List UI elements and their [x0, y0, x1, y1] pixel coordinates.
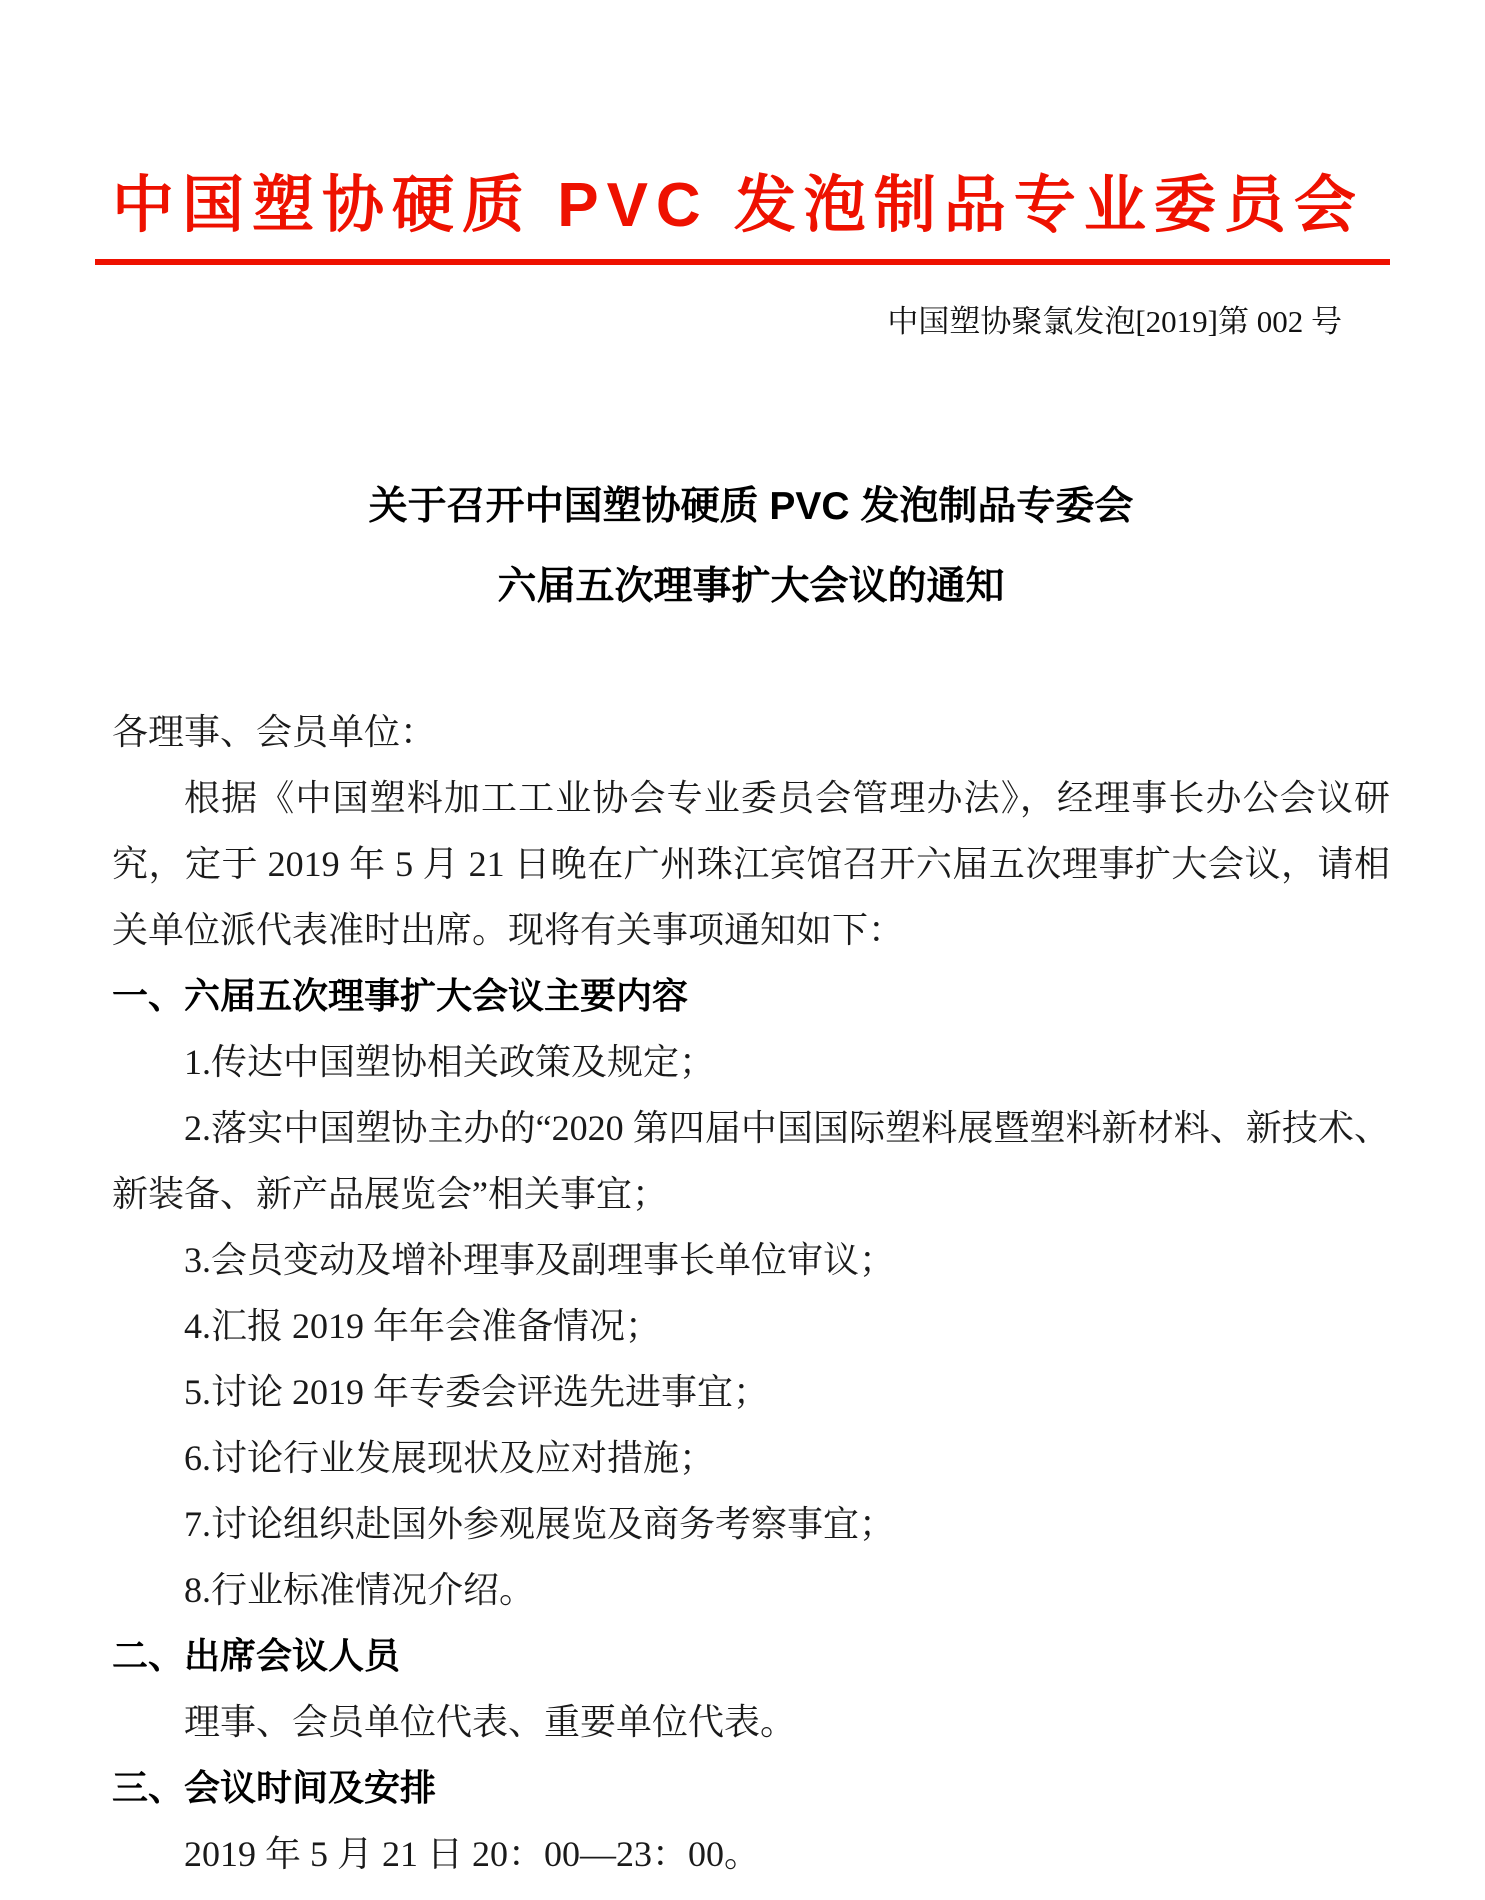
section-1-item-8: 8.行业标准情况介绍。 [184, 1570, 536, 1610]
section-1-item-1: 1.传达中国塑协相关政策及规定； [184, 1042, 716, 1082]
section-1-item-6: 6.讨论行业发展现状及应对措施； [184, 1438, 716, 1478]
section-heading-2: 二、出席会议人员 [112, 1636, 401, 1676]
section-heading-1: 一、六届五次理事扩大会议主要内容 [112, 976, 689, 1016]
sections [112, 963, 1390, 1887]
letterhead-title: 中国塑协硬质 PVC 发泡制品专业委员会 [112, 171, 1364, 240]
salutation: 各理事、会员单位： [112, 712, 437, 752]
intro-paragraph: 根据《中国塑料加工工业协会专业委员会管理办法》，经理事长办公会议研究，定于 2019 年 5 月 21 日晚在广州珠江宾馆召开六届五次理事扩大会议，请相关单位派代表准时出席。现将有关事项通知如下： [112, 778, 1390, 950]
section-1-item-5: 5.讨论 2019 年专委会评选先进事宜； [184, 1372, 770, 1412]
doc-number: 中国塑协聚氯发泡[2019]第 002 号 [887, 304, 1342, 339]
notice-title [112, 467, 1390, 627]
section-heading-3: 三、会议时间及安排 [112, 1768, 437, 1808]
letterhead [95, 171, 1390, 265]
section-1-item-4: 4.汇报 2019 年年会准备情况； [184, 1306, 662, 1346]
notice-body [112, 699, 1390, 1887]
section-1-item-2: 2.落实中国塑协主办的“2020 第四届中国国际塑料展暨塑料新材料、新技术、新装备、新产品展览会”相关事宜； [112, 1108, 1390, 1214]
section-2-item-1: 理事、会员单位代表、重要单位代表。 [184, 1702, 797, 1742]
section-3-item-1: 2019 年 5 月 21 日 20：00—23：00。 [184, 1834, 761, 1874]
section-1-item-3: 3.会员变动及增补理事及副理事长单位审议； [184, 1240, 896, 1280]
notice-title-line1: 关于召开中国塑协硬质 PVC 发泡制品专委会 [368, 485, 1134, 528]
section-1-item-7: 7.讨论组织赴国外参观展览及商务考察事宜； [184, 1504, 896, 1544]
notice-title-line2: 六届五次理事扩大会议的通知 [497, 565, 1005, 608]
